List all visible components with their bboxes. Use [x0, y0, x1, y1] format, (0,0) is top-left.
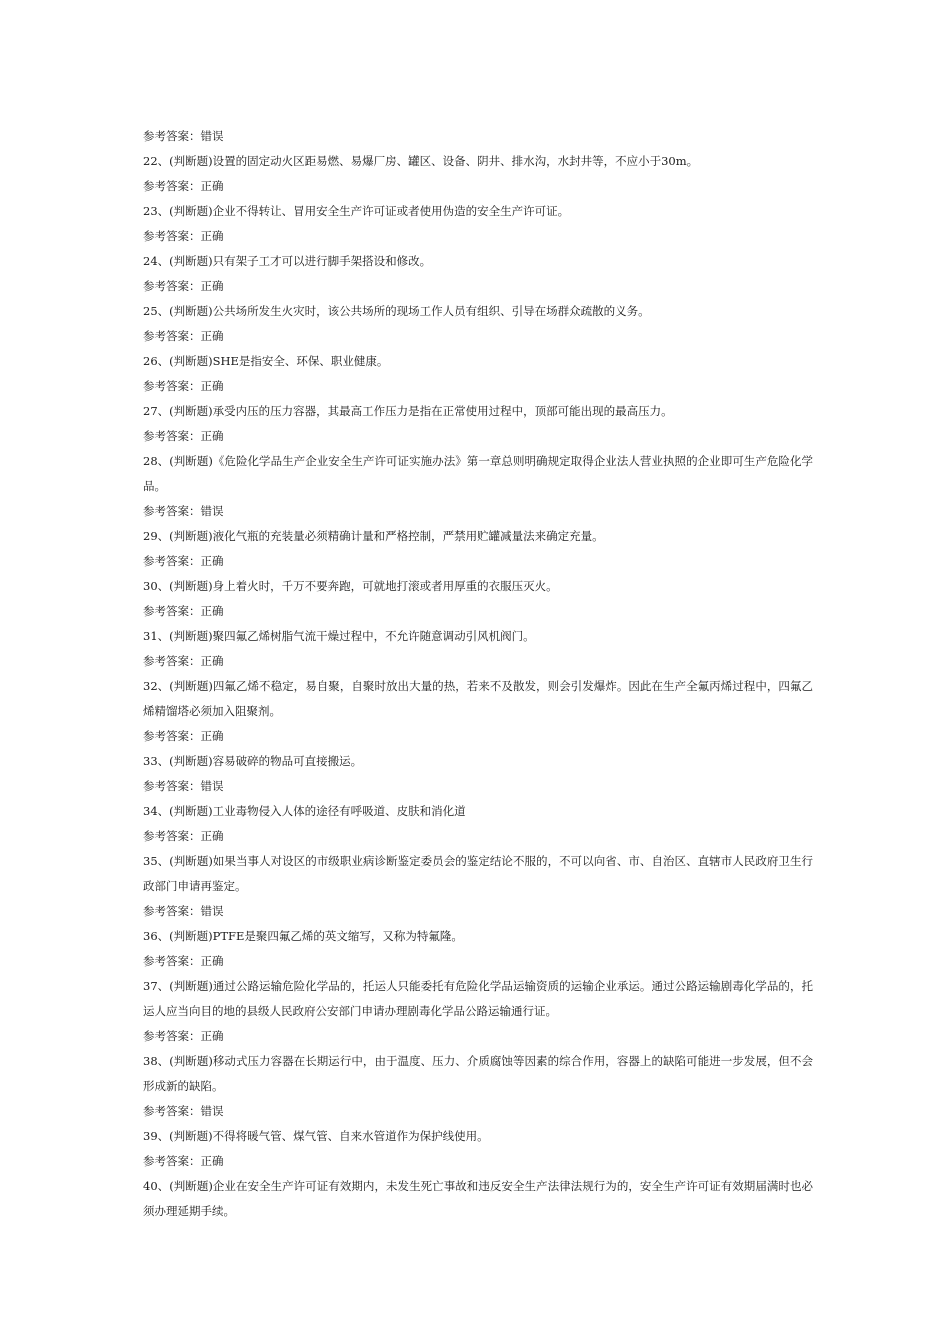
question-line: 31、(判断题)聚四氟乙烯树脂气流干燥过程中，不允许随意调动引风机阀门。 [143, 629, 535, 643]
question-line: 26、(判断题)SHE是指安全、环保、职业健康。 [143, 354, 389, 368]
answer-line: 参考答案：正确 [143, 729, 224, 743]
question-line: 30、(判断题)身上着火时，千万不要奔跑，可就地打滚或者用厚重的衣服压灭火。 [143, 579, 558, 593]
question-line: 34、(判断题)工业毒物侵入人体的途径有呼吸道、皮肤和消化道 [143, 804, 466, 818]
answer-line: 参考答案：正确 [143, 179, 224, 193]
question-line: 23、(判断题)企业不得转让、冒用安全生产许可证或者使用伪造的安全生产许可证。 [143, 204, 570, 218]
answer-line: 参考答案：正确 [143, 604, 224, 618]
answer-line: 参考答案：错误 [143, 1104, 224, 1118]
answer-line: 参考答案：正确 [143, 279, 224, 293]
question-line: 29、(判断题)液化气瓶的充装量必须精确计量和严格控制，严禁用贮罐减量法来确定充量。 [143, 529, 604, 543]
answer-line: 参考答案：正确 [143, 954, 224, 968]
answer-line: 参考答案：正确 [143, 379, 224, 393]
question-line: 35、(判断题)如果当事人对设区的市级职业病诊断鉴定委员会的鉴定结论不服的，不可以向省、市、自治区、直辖市人民政府卫生行政部门申请再鉴定。 [143, 854, 813, 893]
answer-line: 参考答案：正确 [143, 554, 224, 568]
question-line: 36、(判断题)PTFE是聚四氟乙烯的英文缩写，又称为特氟隆。 [143, 929, 463, 943]
answer-line: 参考答案：正确 [143, 654, 224, 668]
answer-line: 参考答案：正确 [143, 829, 224, 843]
question-line: 24、(判断题)只有架子工才可以进行脚手架搭设和修改。 [143, 254, 432, 268]
question-line: 39、(判断题)不得将暖气管、煤气管、自来水管道作为保护线使用。 [143, 1129, 489, 1143]
document-page [143, 124, 813, 1224]
question-line: 38、(判断题)移动式压力容器在长期运行中，由于温度、压力、介质腐蚀等因素的综合作用，容器上的缺陷可能进一步发展，但不会形成新的缺陷。 [143, 1054, 813, 1093]
question-line: 37、(判断题)通过公路运输危险化学品的，托运人只能委托有危险化学品运输资质的运输企业承运。通过公路运输剧毒化学品的，托运人应当向目的地的县级人民政府公安部门申请办理剧毒化学品公路运输通行证。 [143, 979, 813, 1018]
question-line: 27、(判断题)承受内压的压力容器，其最高工作压力是指在正常使用过程中，顶部可能出现的最高压力。 [143, 404, 673, 418]
question-line: 33、(判断题)容易破碎的物品可直接搬运。 [143, 754, 363, 768]
answer-line: 参考答案：正确 [143, 329, 224, 343]
question-line: 32、(判断题)四氟乙烯不稳定，易自聚，自聚时放出大量的热，若来不及散发，则会引发爆炸。因此在生产全氟丙烯过程中，四氟乙烯精馏塔必须加入阻聚剂。 [143, 679, 813, 718]
answer-line: 参考答案：错误 [143, 904, 224, 918]
question-list [143, 149, 813, 1224]
answer-line: 参考答案：错误 [143, 129, 224, 143]
answer-line: 参考答案：正确 [143, 1029, 224, 1043]
answer-line: 参考答案：正确 [143, 429, 224, 443]
answer-line: 参考答案：正确 [143, 229, 224, 243]
question-line: 22、(判断题)设置的固定动火区距易燃、易爆厂房、罐区、设备、阴井、排水沟，水封井等，不应小于30m。 [143, 154, 699, 168]
question-line: 25、(判断题)公共场所发生火灾时，该公共场所的现场工作人员有组织、引导在场群众疏散的义务。 [143, 304, 650, 318]
question-line: 28、(判断题)《危险化学品生产企业安全生产许可证实施办法》第一章总则明确规定取得企业法人营业执照的企业即可生产危险化学品。 [143, 454, 813, 493]
answer-line: 参考答案：错误 [143, 504, 224, 518]
answer-line: 参考答案：错误 [143, 779, 224, 793]
question-line: 40、(判断题)企业在安全生产许可证有效期内，未发生死亡事故和违反安全生产法律法规行为的，安全生产许可证有效期届满时也必须办理延期手续。 [143, 1179, 813, 1218]
answer-line: 参考答案：正确 [143, 1154, 224, 1168]
